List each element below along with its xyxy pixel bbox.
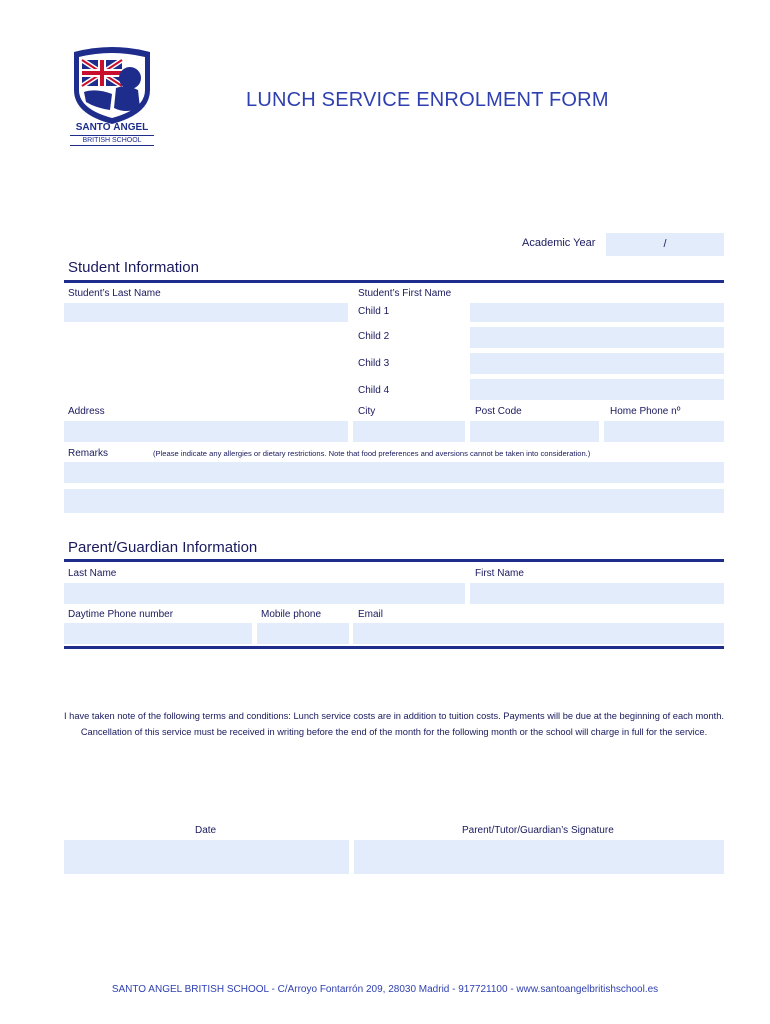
date-field[interactable] (64, 840, 349, 874)
mobile-phone-field[interactable] (257, 623, 349, 644)
signature-label: Parent/Tutor/Guardian’s Signature (462, 825, 614, 836)
academic-year-separator: / (663, 238, 667, 250)
student-section-title: Student Information (68, 259, 199, 276)
email-label: Email (358, 609, 384, 620)
student-last-name-label: Student’s Last Name (68, 288, 161, 299)
child-3-field[interactable] (470, 353, 724, 374)
logo-name-line2: BRITISH SCHOOL (70, 135, 154, 146)
parent-last-name-label: Last Name (68, 568, 117, 579)
academic-year-label: Academic Year (522, 237, 596, 249)
post-code-field[interactable] (470, 421, 599, 442)
signature-field[interactable] (354, 840, 724, 874)
student-section-rule (64, 280, 724, 283)
city-label: City (358, 406, 376, 417)
home-phone-field[interactable] (604, 421, 724, 442)
remarks-field-line-1[interactable] (64, 462, 724, 483)
shield-crest-icon (66, 44, 158, 124)
address-label: Address (68, 406, 105, 417)
parent-first-name-label: First Name (475, 568, 524, 579)
student-last-name-field[interactable] (64, 303, 348, 322)
date-label: Date (195, 825, 217, 836)
terms-and-conditions: I have taken note of the following terms and conditions: Lunch service costs are in addition to tuition costs. Payments will be due at the beginning of each month. Cancellation of this service must be received in writing before the end of the month for the following month or the school will charge in full for the service. (64, 711, 724, 737)
logo-name-line1: SANTO ÁNGEL (75, 122, 149, 133)
form-title: LUNCH SERVICE ENROLMENT FORM (246, 89, 609, 111)
child-4-label: Child 4 (358, 385, 390, 396)
child-3-label: Child 3 (358, 358, 390, 369)
child-1-field[interactable] (470, 303, 724, 322)
child-4-field[interactable] (470, 379, 724, 400)
school-logo (66, 44, 158, 148)
child-2-field[interactable] (470, 327, 724, 348)
email-field[interactable] (353, 623, 724, 644)
parent-section-title: Parent/Guardian Information (68, 539, 258, 556)
daytime-phone-label: Daytime Phone number (68, 609, 174, 620)
student-first-name-label: Student’s First Name (358, 288, 452, 299)
parent-section-bottom-rule (64, 646, 724, 649)
daytime-phone-field[interactable] (64, 623, 252, 644)
remarks-label: Remarks (68, 448, 109, 459)
post-code-label: Post Code (475, 406, 522, 417)
mobile-phone-label: Mobile phone (261, 609, 322, 620)
child-1-label: Child 1 (358, 306, 390, 317)
remarks-note: (Please indicate any allergies or dietary restrictions. Note that food preferences and aversions cannot be taken into consideration.) (153, 449, 591, 458)
parent-section-rule (64, 559, 724, 562)
remarks-field-line-2[interactable] (64, 489, 724, 513)
child-2-label: Child 2 (358, 331, 390, 342)
parent-last-name-field[interactable] (64, 583, 465, 604)
page-footer: SANTO ANGEL BRITISH SCHOOL - C/Arroyo Fontarrón 209, 28030 Madrid - 917721100 - www.santoangelbritishschool.es (111, 984, 659, 995)
address-field[interactable] (64, 421, 348, 442)
parent-first-name-field[interactable] (470, 583, 724, 604)
home-phone-label: Home Phone nº (610, 406, 681, 417)
city-field[interactable] (353, 421, 465, 442)
